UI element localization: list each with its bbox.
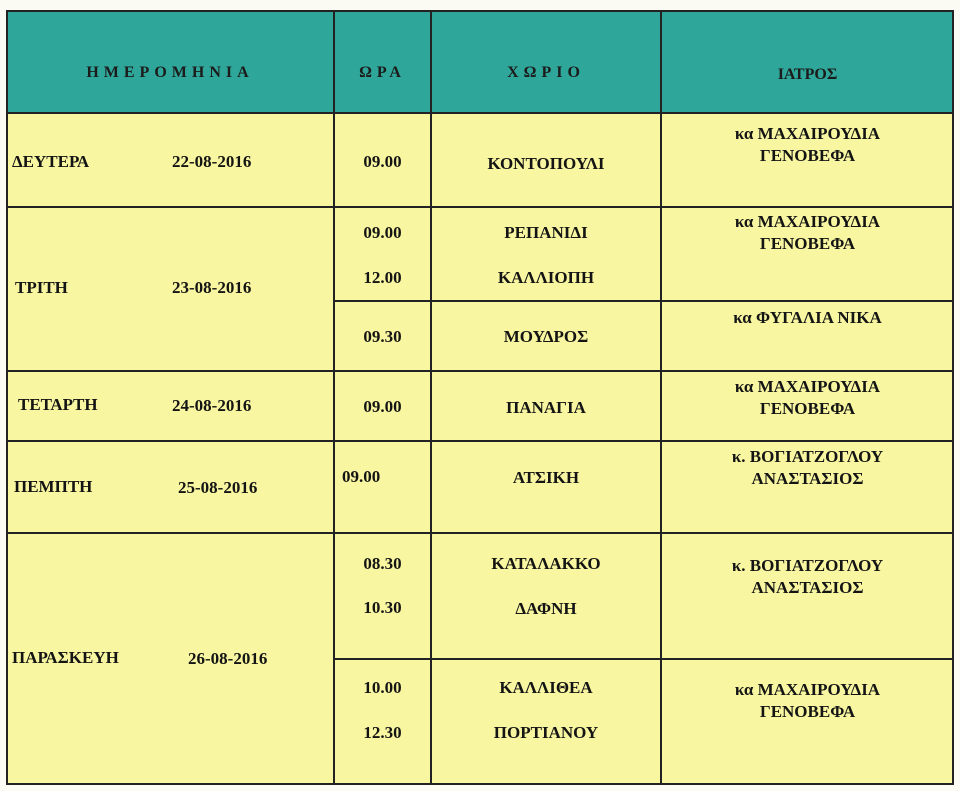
- doctor-name: κα ΜΑΧΑΙΡΟΥΔΙΑ: [734, 124, 881, 143]
- header-cell-doctor: [661, 10, 954, 113]
- visit-village: ΔΑΦΝΗ: [515, 599, 577, 618]
- visit-village: ΜΟΥΔΡΟΣ: [503, 327, 589, 346]
- date-label: 24-08-2016: [172, 396, 252, 415]
- grid-line: [6, 112, 954, 114]
- doctor-name: ΓΕΝΟΒΕΦΑ: [759, 702, 856, 721]
- visit-time: 08.30: [363, 554, 402, 573]
- doctor-name: ΑΝΑΣΤΑΣΙΟΣ: [751, 578, 864, 597]
- grid-line: [6, 10, 954, 12]
- date-label: 26-08-2016: [188, 649, 268, 668]
- grid-line: [334, 300, 954, 302]
- visit-village: ΚΑΤΑΛΑΚΚΟ: [491, 554, 601, 573]
- grid-line: [334, 658, 954, 660]
- day-label: ΠΑΡΑΣΚΕΥΗ: [12, 648, 119, 667]
- visit-village: ΠΑΝΑΓΙΑ: [506, 398, 586, 417]
- visit-time: 09.00: [363, 223, 402, 242]
- doctor-name: κα ΦΥΓΑΛΙΑ ΝΙΚΑ: [733, 308, 882, 327]
- header-village: ΧΩΡΙΟ: [507, 64, 585, 81]
- doctor-name: ΓΕΝΟΒΕΦΑ: [759, 146, 856, 165]
- doctor-name: κα ΜΑΧΑΙΡΟΥΔΙΑ: [734, 680, 881, 699]
- schedule-table: [6, 10, 954, 785]
- doctor-name: ΑΝΑΣΤΑΣΙΟΣ: [751, 469, 864, 488]
- day-label: ΠΕΜΠΤΗ: [14, 477, 93, 496]
- visit-time: 12.30: [363, 723, 402, 742]
- visit-village: ΑΤΣΙΚΗ: [512, 468, 580, 487]
- day-label: ΤΡΙΤΗ: [15, 278, 68, 297]
- visit-time: 09.00: [363, 397, 402, 416]
- day-label: ΤΕΤΑΡΤΗ: [18, 395, 98, 414]
- doctor-name: κ. ΒΟΓΙΑΤΖΟΓΛΟΥ: [731, 447, 884, 466]
- visit-time: 10.30: [363, 598, 402, 617]
- visit-village: ΚΑΛΛΙΘΕΑ: [499, 678, 593, 697]
- grid-line: [6, 783, 954, 785]
- grid-line: [6, 440, 954, 442]
- grid-line: [6, 10, 8, 785]
- date-label: 25-08-2016: [178, 478, 258, 497]
- visit-village: ΚΟΝΤΟΠΟΥΛΙ: [487, 154, 605, 173]
- grid-line: [6, 370, 954, 372]
- header-date: ΗΜΕΡΟΜΗΝΙΑ: [86, 64, 254, 81]
- doctor-name: κ. ΒΟΓΙΑΤΖΟΓΛΟΥ: [731, 556, 884, 575]
- visit-village: ΠΟΡΤΙΑΝΟΥ: [493, 723, 599, 742]
- doctor-name: ΓΕΝΟΒΕΦΑ: [759, 399, 856, 418]
- grid-line: [6, 532, 954, 534]
- visit-village: ΚΑΛΛΙΟΠΗ: [497, 268, 595, 287]
- visit-time: 12.00: [363, 268, 402, 287]
- visit-village: ΡΕΠΑΝΙΔΙ: [504, 223, 588, 242]
- visit-time: 09.00: [342, 467, 381, 486]
- visit-time: 09.30: [363, 327, 402, 346]
- visit-time: 09.00: [363, 152, 402, 171]
- grid-line: [6, 206, 954, 208]
- date-label: 22-08-2016: [172, 152, 252, 171]
- doctor-name: ΓΕΝΟΒΕΦΑ: [759, 234, 856, 253]
- date-label: 23-08-2016: [172, 278, 252, 297]
- doctor-name: κα ΜΑΧΑΙΡΟΥΔΙΑ: [734, 377, 881, 396]
- day-label: ΔΕΥΤΕΡΑ: [12, 152, 90, 171]
- header-time: ΩΡΑ: [359, 64, 406, 81]
- visit-time: 10.00: [363, 678, 402, 697]
- header-doctor: ΙΑΤΡΟΣ: [777, 66, 838, 83]
- doctor-name: κα ΜΑΧΑΙΡΟΥΔΙΑ: [734, 212, 881, 231]
